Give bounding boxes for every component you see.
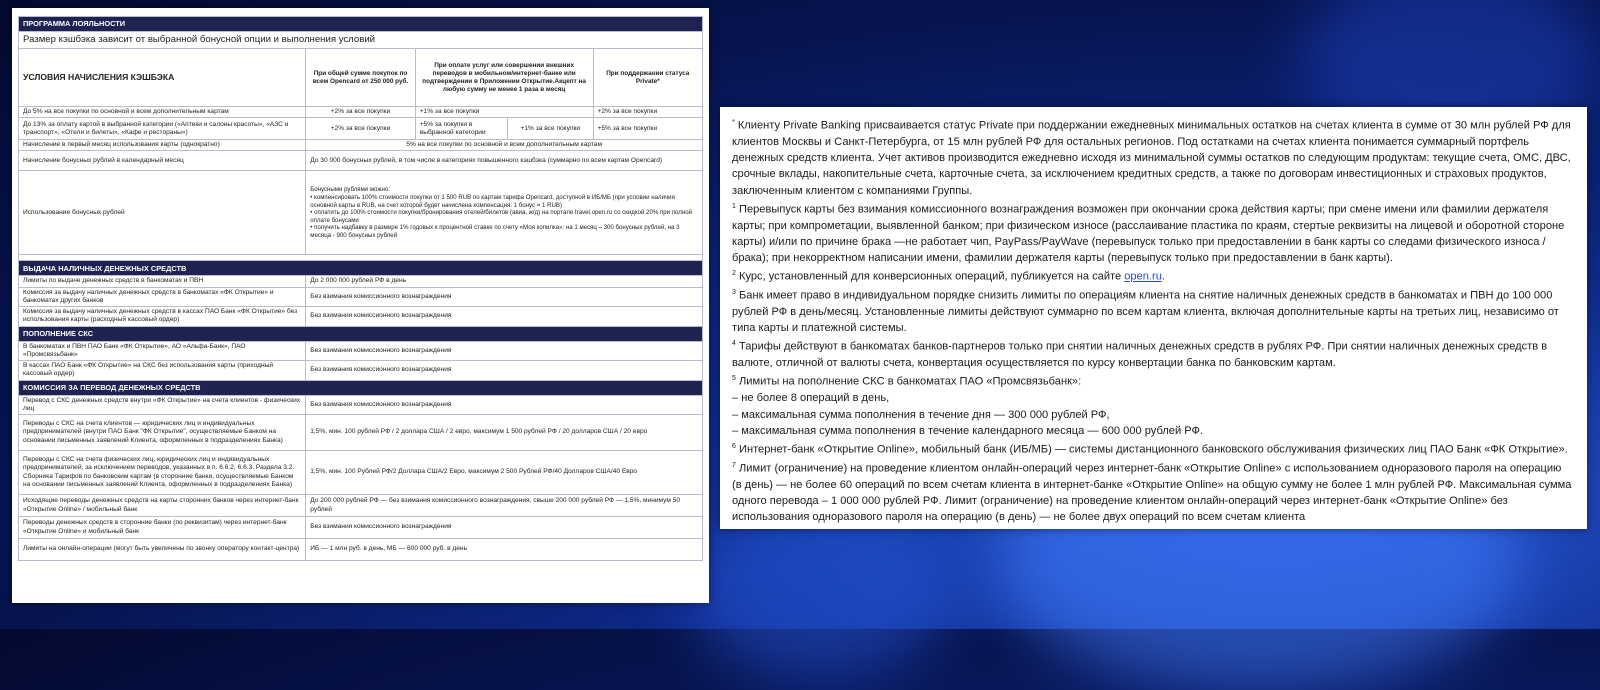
cell-value: Без взимания комиссионного вознаграждения <box>306 307 703 326</box>
footnote-marker: * <box>732 119 735 126</box>
bonus-usage-line: • оплатить до 100% стоимости покупки/бронирования отелей/билетов (авиа, ж/д) на портале travel.open.ru со скидкой 20% при полной оплате бонусами <box>310 209 693 224</box>
footnote <box>732 371 1573 439</box>
open-ru-link[interactable]: open.ru <box>1124 270 1162 283</box>
footnote <box>732 458 1573 526</box>
footnote-marker: 4 <box>732 340 736 348</box>
row-label: Комиссия за выдачу наличных денежных средств в банкоматах «ФК Открытие» и банкоматах других банков <box>19 287 306 306</box>
cell-value: 5% на все покупки по основной и всем дополнительным картам <box>306 140 703 151</box>
footnotes-document <box>720 107 1587 529</box>
bonus-usage-cell <box>306 171 703 255</box>
footnote-text: Клиенту Private Banking присваивается статус Private при поддержании ежедневных минимальных остатков на счетах клиента в сумме от 30 млн рублей РФ для клиентов Москвы и Санкт-Петербурга, от 15 млн рублей РФ для остальных регионов. Под остатками на счетах клиента понимается суммарный портфель денежных средств клиента. Учет активов производится ежедневно исходя из минимальной суммы остатков по следующим продуктам: текущие счета, ОМС, ДВС, срочные вклады, накопительные счета, карточные счета, за исключением кредитных средств, а также по договорам инвестиционных и страховых продуктов, заключенным клиентом с компаниями Группы. <box>732 119 1571 197</box>
footnote-text: Лимит (ограничение) на проведение клиентом онлайн-операций через интернет-банк «Открытие Online» с использованием одноразового пароля на операцию (в день) — не более 60 операций по всем счетам клиента в интернет-банке «Открытие Online» на общую сумму не более 1 млн рублей РФ. Максимальная сумма одного перевода – 1 000 000 рублей РФ. Лимит (ограничение) на проведение клиентом онлайн-операций через интернет-банк «Открытие Online» без использования одноразового пароля на операцию (в день) — не более двух операций по всем счетам клиента <box>732 462 1572 524</box>
conditions-header: УСЛОВИЯ НАЧИСЛЕНИЯ КЭШБЭКА <box>19 49 306 107</box>
row-label: Лимиты на онлайн-операции (могут быть увеличены по звонку оператору контакт-центра) <box>19 539 306 561</box>
cell-value: +2% за все покупки <box>593 107 702 118</box>
footnote-marker: 5 <box>732 375 736 383</box>
row-label: Начисление бонусных рублей в календарный месяц <box>19 151 306 171</box>
cell-value: 1,5%, мин. 100 Рублей РФ/2 Доллара США/2 Евро, максимум 2 500 Рублей РФ/40 Долларов США/40 Евро <box>306 451 703 495</box>
footnote <box>732 336 1573 371</box>
cell-value: Без взимания комиссионного вознаграждения <box>306 517 703 539</box>
row-label: Исходящие переводы денежных средств на карты сторонних банков через интернет-банк «Открытие Online» / мобильный банк <box>19 495 306 517</box>
footnote-marker: 1 <box>732 202 736 210</box>
cell-value: До 30 000 бонусных рублей, в том числе в категориях повышенного кэшбэка (суммарно по всем картам Opencard) <box>306 151 703 171</box>
loyalty-subtitle: Размер кэшбэка зависит от выбранной бонусной опции и выполнения условий <box>19 32 703 49</box>
row-label: В банкоматах и ПВН ПАО Банк «ФК Открытие», АО «Альфа-Банк», ПАО «Промсвязьбанк» <box>19 341 306 360</box>
footnote <box>732 115 1573 199</box>
section-header-loyalty: ПРОГРАММА ЛОЯЛЬНОСТИ <box>19 17 703 32</box>
row-label: Перевод с СКС денежных средств внутри «ФК Открытие» на счета клиентов - физических лиц <box>19 395 306 414</box>
cell-value: +5% за все покупки <box>593 118 702 140</box>
footnote-text: Банк имеет право в индивидуальном порядке снизить лимиты по операциям клиента на снятие наличных денежных средств в банкоматах и ПВН до 100 000 рублей РФ в день/месяц. Установленные лимиты действуют суммарно по всем картам клиента, включая дополнительные карты на третьих лиц, независимо от типа карты и платежной системы. <box>732 289 1559 335</box>
bonus-usage-line: • компенсировать 100% стоимости покупки от 1 500 RUB по картам тарифа Opencard, доступной в ИБ/МБ (при условии наличия основной карты в RUB, на счет которой будет начислена компенсация: 1 бонус = 1 RUB) <box>310 193 675 209</box>
cell-value: +1% за все покупки <box>508 118 594 140</box>
footnote-marker: 2 <box>732 270 736 278</box>
section-header-transfer: КОМИССИЯ ЗА ПЕРЕВОД ДЕНЕЖНЫХ СРЕДСТВ <box>19 380 703 395</box>
footnote-text: Лимиты на пополнение СКС в банкоматах ПАО «Промсвязьбанк»: – не более 8 операций в день, – максимальная сумма пополнения в течение дня — 300 000 рублей РФ, – максимальная сумма пополнения в течение календарного месяца — 600 000 рублей РФ. <box>732 376 1204 437</box>
tariff-table-document <box>12 8 709 603</box>
section-header-cash: ВЫДАЧА НАЛИЧНЫХ ДЕНЕЖНЫХ СРЕДСТВ <box>19 261 703 276</box>
column-header: При поддержании статуса Private* <box>593 49 702 107</box>
row-label: Начисление в первый месяц использования карты (однократно) <box>19 140 306 151</box>
cell-value: Без взимания комиссионного вознаграждения <box>306 395 703 414</box>
footnote <box>732 266 1573 285</box>
cell-value: Без взимания комиссионного вознаграждения <box>306 361 703 380</box>
row-label: В кассах ПАО Банк «ФК Открытие» на СКС без использования карты (приходный кассовый ордер) <box>19 361 306 380</box>
footnote-marker: 6 <box>732 442 736 450</box>
footnote-text: Курс, установленный для конверсионных операций, публикуется на сайте <box>735 270 1125 283</box>
row-label: Лимиты по выдаче денежных средств в банкоматах и ПВН <box>19 276 306 287</box>
section-header-topup: ПОПОЛНЕНИЕ СКС <box>19 326 703 341</box>
row-label: Переводы с СКС на счета физических лиц, юридических лиц и индивидуальных предпринимателей, за исключением переводов, указанных в п. 6.6.2, 6.6.3. Раздела 3.2. Сборника Тарифов по банковским картам (в сторонние банки, осуществляемые Банком на основании письменных заявлений Клиента, оформленных в подразделениях Банка) <box>19 451 306 495</box>
row-label: Использование бонусных рублей <box>19 171 306 255</box>
column-header: При оплате услуг или совершении внешних переводов в мобильном/интернет-банке или подтверждении в Приложении Открытие.Акцепт на любую сумму не менее 1 раза в месяц <box>415 49 593 107</box>
footnote-text: Перевыпуск карты без взимания комиссионного вознаграждения возможен при окончании срока действия карты; при смене имени или фамилии держателя карты; при компрометации, выявленной банком; при физическом износе (расслаивание пластика по краям, стертые реквизиты на лицевой и оборотной стороне карты) и/или по причине брака —не работает чип, PayPass/PayWave (перевыпуск только при предоставлении в банк карты со следами физического износа / брака); при некорректном написании имени, фамилии держателя карты (перевыпуск только при предоставлении в банк карты). <box>732 203 1565 264</box>
footnote-text: Тарифы действуют в банкоматах банков-партнеров только при снятии наличных денежных средств в рублях РФ. При снятии наличных денежных средств в валюте, отличной от валюты счета, конвертация осуществляется по курсу конвертации банка по банковским картам. <box>732 341 1548 370</box>
cell-value: 1,5%, мин. 100 рублей РФ / 2 доллара США / 2 евро, максимум 1 500 рублей РФ / 20 долларов США / 20 евро <box>306 415 703 451</box>
bonus-usage-line: • получить надбавку в размере 1% годовых к процентной ставке по счету «Моя копилка»: на 1 месяц – 300 бонусных рублей, на 3 месяца - 900 бонусных рублей <box>310 224 680 239</box>
footnote <box>732 199 1573 267</box>
footnote-marker: 3 <box>732 289 736 297</box>
cell-value: +1% за все покупки <box>415 107 593 118</box>
cell-value: ИБ — 1 млн руб. в день, МБ — 600 000 руб. в день <box>306 539 703 561</box>
row-label: Переводы денежных средств в сторонние банки (по реквизитам) через интернет-банк «Открытие Online» и мобильный банк <box>19 517 306 539</box>
footnote-text: . <box>1161 270 1165 283</box>
cell-value: +2% за все покупки <box>306 118 415 140</box>
footnote-marker: 7 <box>732 461 736 469</box>
cell-value: +2% за все покупки <box>306 107 415 118</box>
cell-value: До 200 000 рублей РФ — без взимания комиссионного вознаграждения, свыше 200 000 рублей РФ — 1,5%, минимум 50 рублей <box>306 495 703 517</box>
footnote-text: Интернет-банк «Открытие Online», мобильный банк (ИБ/МБ) — системы дистанционного банковского обслуживания физических лиц ПАО Банк «ФК Открытие». <box>735 443 1568 456</box>
row-label: Комиссия за выдачу наличных денежных средств в кассах ПАО Банк «ФК Открытие» без использования карты (расходный кассовый ордер) <box>19 307 306 326</box>
footnote <box>732 439 1573 458</box>
tariff-table <box>18 16 703 561</box>
row-label: Переводы с СКС на счета клиентов — юридических лиц и индивидуальных предпринимателей (внутри ПАО Банк "ФК Открытие", осуществляемые Банком на основании письменных заявлений Клиента, оформленных в подразделениях Банка) <box>19 415 306 451</box>
cell-value: Без взимания комиссионного вознаграждения <box>306 341 703 360</box>
row-label: До 13% за оплату картой в выбранной категории («Аптеки и салоны красоты», «АЗС и транспорт», «Отели и билеты», «Кафе и рестораны») <box>19 118 306 140</box>
cell-value: Без взимания комиссионного вознаграждения <box>306 287 703 306</box>
row-label: До 5% на все покупки по основной и всем дополнительным картам <box>19 107 306 118</box>
bonus-usage-line: Бонусными рублями можно: <box>310 186 390 194</box>
cell-value: До 2 000 000 рублей РФ в день <box>306 276 703 287</box>
cell-value: +5% за покупки в выбранной категории <box>415 118 507 140</box>
footnote <box>732 285 1573 336</box>
column-header: При общей сумме покупок по всем Opencard от 250 000 руб. <box>306 49 415 107</box>
